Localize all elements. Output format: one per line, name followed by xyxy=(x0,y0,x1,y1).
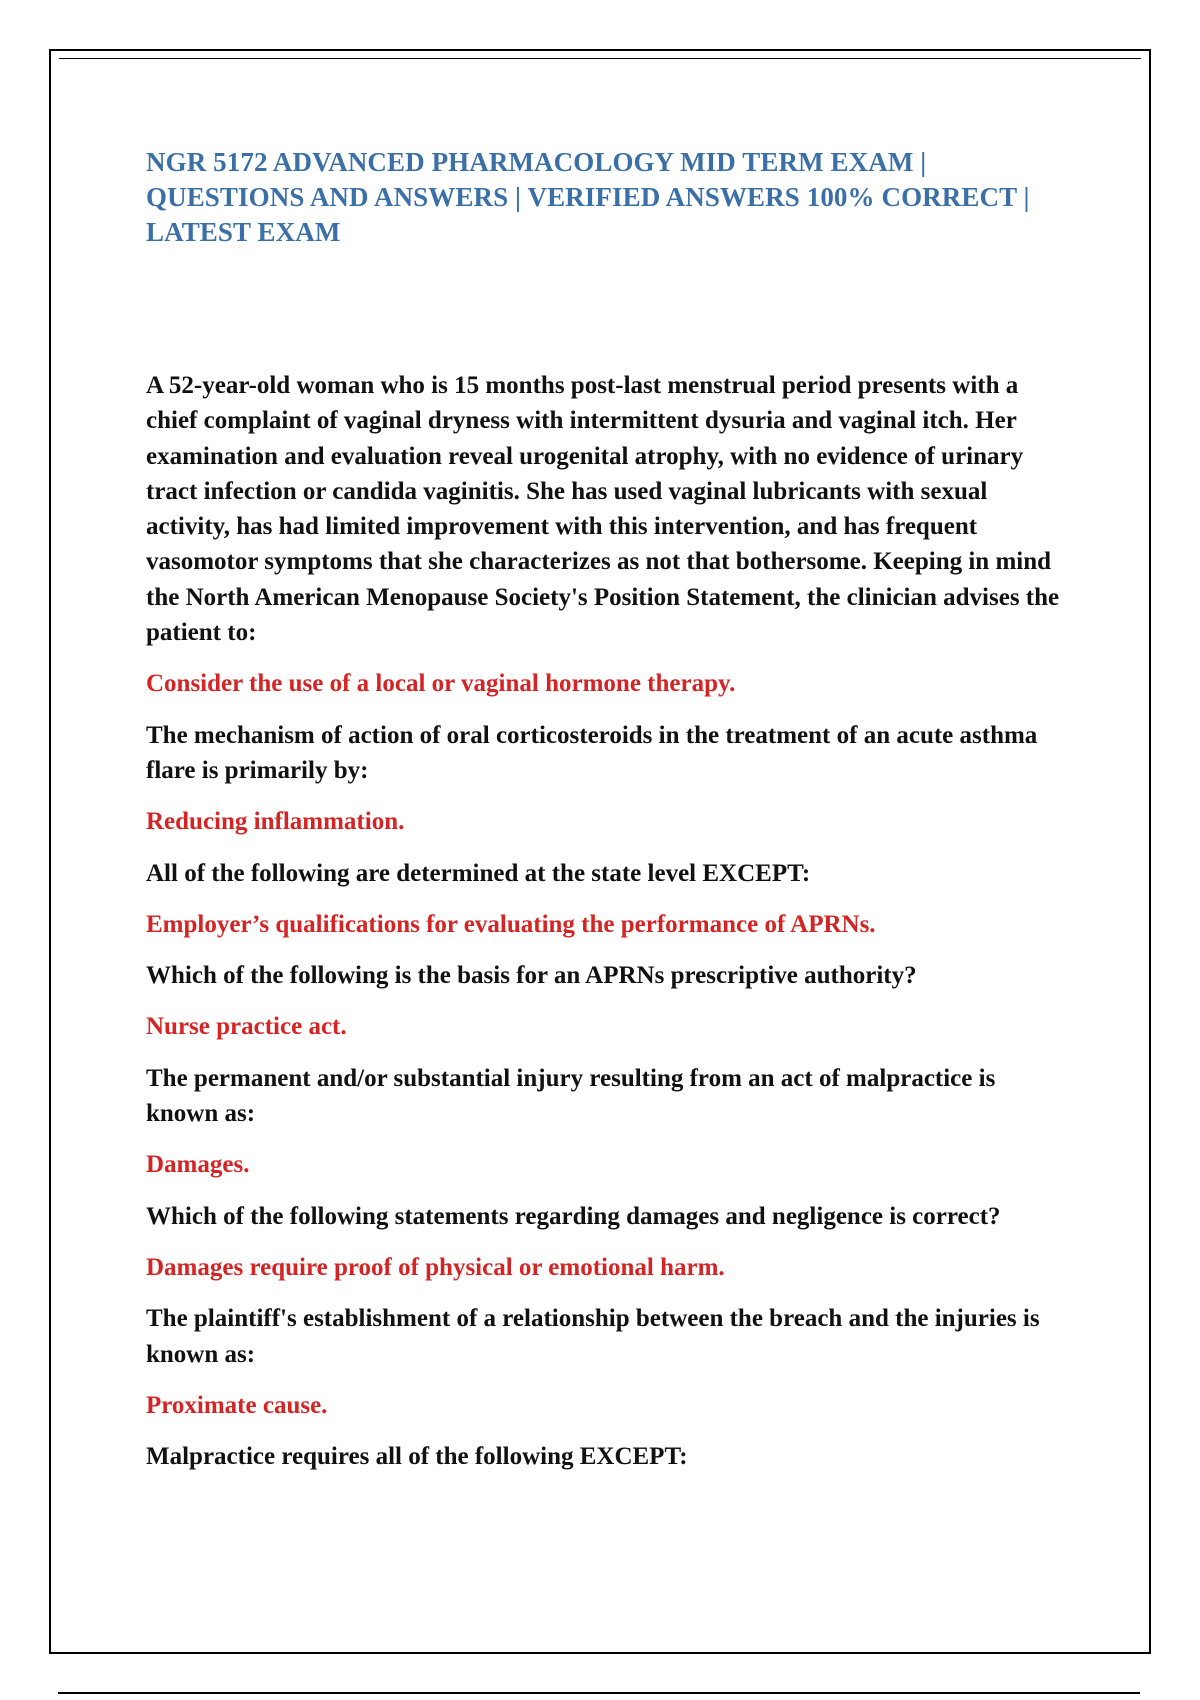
document-title: NGR 5172 ADVANCED PHARMACOLOGY MID TERM EXAM | QUESTIONS AND ANSWERS | VERIFIED ANSWERS 100% CORRECT | LATEST EXAM xyxy=(146,147,1030,247)
bottom-rule xyxy=(58,1692,1140,1694)
question-8: Malpractice requires all of the following EXCEPT: xyxy=(146,1443,688,1471)
question-1: A 52-year-old woman who is 15 months post-last menstrual period presents with a chief complaint of vaginal dryness with intermittent dysuria and vaginal itch. Her examination and evaluation reveal urogenital atrophy, with no evidence of urinary tract infection or candida vaginitis. She has used vaginal lubricants with sexual activity, has had limited improvement with this intervention, and has frequent vasomotor symptoms that she characterizes as not that bothersome. Keeping in mind the North American Menopause Society's Position Statement, the clinician advises the patient to: xyxy=(146,372,1060,647)
answer-1: Consider the use of a local or vaginal hormone therapy. xyxy=(146,670,736,698)
answer-4: Nurse practice act. xyxy=(146,1013,347,1041)
question-6: Which of the following statements regarding damages and negligence is correct? xyxy=(146,1202,1001,1230)
qa-list xyxy=(146,368,1071,1490)
answer-6: Damages require proof of physical or emotional harm. xyxy=(146,1253,725,1281)
question-2: The mechanism of action of oral corticosteroids in the treatment of an acute asthma flare is primarily by: xyxy=(146,721,1038,784)
question-5: The permanent and/or substantial injury resulting from an act of malpractice is known as: xyxy=(146,1064,996,1128)
top-double-rule xyxy=(59,58,1141,59)
question-7: The plaintiff's establishment of a relationship between the breach and the injuries is known as: xyxy=(146,1305,1040,1368)
answer-2: Reducing inflammation. xyxy=(146,808,405,836)
answer-3: Employer’s qualifications for evaluating the performance of APRNs. xyxy=(146,910,876,938)
answer-5: Damages. xyxy=(146,1151,250,1179)
question-3: All of the following are determined at the state level EXCEPT: xyxy=(146,859,811,887)
question-4: Which of the following is the basis for an APRNs prescriptive authority? xyxy=(146,962,917,990)
answer-7: Proximate cause. xyxy=(146,1391,328,1419)
